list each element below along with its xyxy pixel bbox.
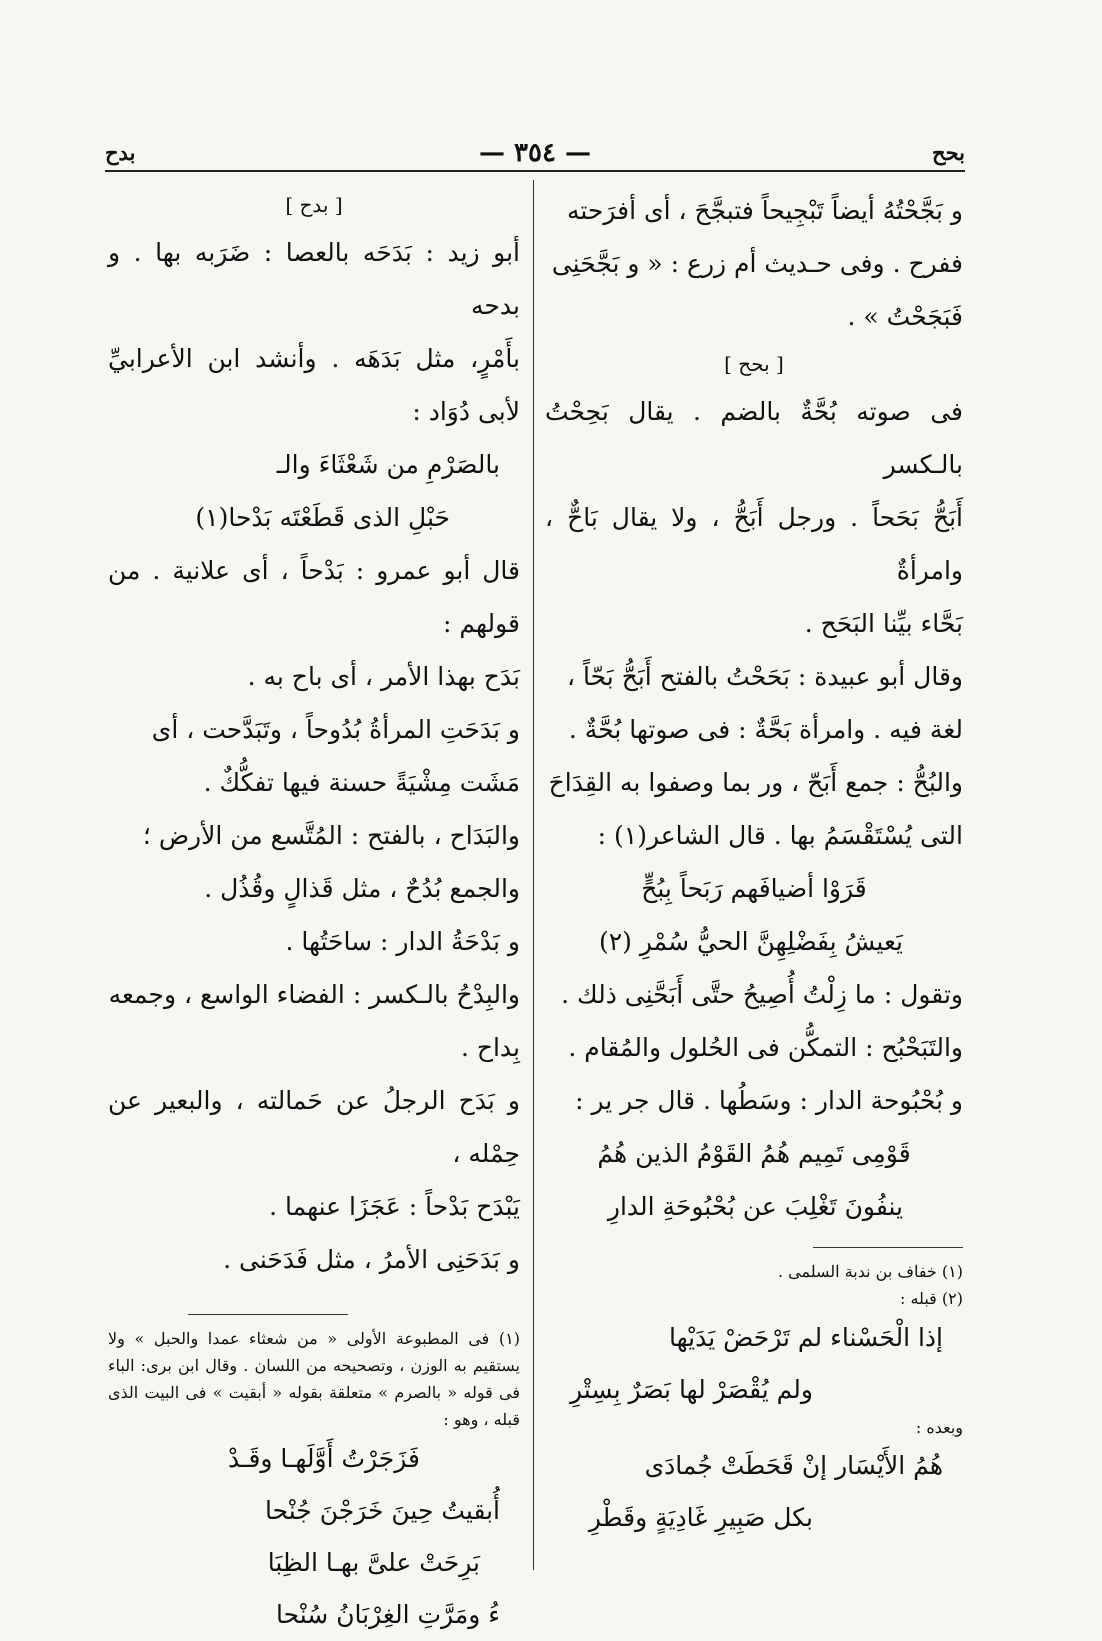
text-line: والبِدْحُ بالـكسر : الفضاء الواسع ، وجمعه: [108, 980, 520, 1009]
footnote-verse-line: بَرِحَتْ علىَّ بهـا الظِبَا: [267, 1548, 480, 1577]
text-line: بِداح .: [460, 1033, 520, 1062]
footnote-verse-line: ءُ ومَرَّتِ الغِرْبَانُ سُنْحا: [276, 1600, 500, 1629]
text-line: التى يُسْتَقْسَمُ بها . قال الشاعر(١) :: [597, 821, 963, 850]
column-divider: [533, 180, 534, 1570]
text-line: ففرح . وفى حـديث أم زرع : « و بَجَّحَنِى: [551, 249, 963, 278]
text-line: فى صوته بُحَّةٌ بالضم . يقال بَحِحْتُ بالـكسر: [545, 397, 963, 479]
verse-line: ينفُونَ تَغْلِبَ عن بُحْبُوحَةِ الدارِ: [607, 1192, 903, 1221]
footnote: (١) خفاف بن ندبة السلمى .: [777, 1262, 963, 1281]
text-line: و بَجَّحْتُهُ أيضاً تَبْجِيحاً فتبجَّحَ ، أى أفرَحته: [566, 196, 963, 225]
text-line: و بَدَح الرجلُ عن حَمالته ، والبعير عن حِمْله ،: [108, 1086, 520, 1168]
footnote-label: وبعده :: [915, 1418, 963, 1437]
text-line: والبَدَاح ، بالفتح : المُتَّسع من الأرض ؛: [142, 821, 520, 850]
footnote-verse-line: أُبقيتُ حِينَ خَرَجْنَ جُنْحا: [265, 1496, 500, 1525]
right-column: [545, 184, 963, 1544]
text-line: والجمع بُدُحٌ ، مثل قَذالٍ وقُذُل .: [204, 874, 520, 903]
footnote-rule: [188, 1314, 348, 1315]
verse-line: قَرَوْا أضيافَهم رَبَحاً بِبُحٍّ: [641, 874, 867, 903]
left-column: [108, 184, 520, 1641]
verse-line: قَوْمِى تَمِيم هُمُ القَوْمُ الذين هُمُ: [597, 1139, 911, 1168]
text-line: أَبَحُّ بَحَحاً . ورجل أَبَحُّ ، ولا يقال بَاحٌّ ، وامرأةٌ: [545, 503, 963, 585]
text-line: بَحَّاء بيِّنا البَحَح .: [804, 609, 963, 638]
text-line: بَدَح بهذا الأمر ، أى باح به .: [247, 662, 520, 691]
footnote: (١) فى المطبوعة الأولى « من شعثاء عمدا والحبل » ولا يستقيم به الوزن ، وتصحيحه من اللسان . وقال ابن برى: الباء فى قوله « بالصرم » متعلقة بقوله « أبقيت » فى البيت الذى قبله ، وهو :: [108, 1329, 520, 1429]
text-line: يَبْدَح بَدْحاً : عَجَزَا عنهما .: [269, 1192, 520, 1221]
page-number: — ٣٥٤ —: [478, 138, 592, 168]
verse-line: يَعيشُ بِفَضْلِهِنَّ الحيُّ سُمْرِ (٢): [598, 927, 903, 956]
header-right-word: بحح: [932, 140, 965, 165]
text-line: وقال أبو عبيدة : بَحَحْتُ بالفتح أَبَحُّ بَحّاً ،: [567, 662, 963, 691]
entry-title-badh: [ بدح ]: [285, 193, 343, 217]
verse-line: بالصَرْمِ من شَعْثَاءَ والـ: [276, 450, 500, 479]
header-left-word: بدح: [105, 140, 136, 165]
text-line: أبو زيد : بَدَحَه بالعصا : ضَرَبه بها . و بدحه: [108, 238, 520, 320]
text-line: والتَبَحْبُح : التمكُّن فى الحُلول والمُقام .: [568, 1033, 963, 1062]
text-line: و بَدَحَتِ المرأةُ بُدُوحاً ، وتَبَدَّحت ، أى: [151, 715, 520, 744]
footnote-verse-line: بكل صَبِيرِ غَادِيَةٍ وقَطْرِ: [588, 1503, 813, 1532]
footnote-verse-line: ولم يُقْصَرْ لها بَصَرٌ بِسِتْرِ: [570, 1375, 813, 1404]
text-line: و بَدَحَنِى الأمرُ ، مثل فَدَحَنى .: [223, 1245, 520, 1274]
footnote-rule: [813, 1247, 963, 1248]
text-line: بأَمْرٍ، مثل بَدَهَه . وأنشد ابن الأعرابيِّ لأبى دُوَاد :: [108, 344, 520, 426]
text-line: والبُحُّ : جمع أَبَحّ ، ور بما وصفوا به القِدَاحَ: [548, 768, 963, 797]
footnote-verse-line: هُمُ الأَيْسَار إنْ قَحَطَتْ جُمادَى: [644, 1451, 943, 1480]
verse-line: حَبْلِ الذى قَطَعْتَه بَدْحا(١): [195, 503, 450, 532]
text-line: مَشَت مِشْيَةً حسنة فيها تفكُّكٌ .: [203, 768, 520, 797]
text-line: و بَدْحَةُ الدار : ساحَتُها .: [285, 927, 520, 956]
text-line: فَبَجَحْتُ » .: [847, 302, 963, 331]
footnote-verse-line: فَزَجَرْتُ أَوَّلَهـا وقَـدْ: [228, 1444, 420, 1473]
footnote: (٢) قبله :: [900, 1289, 963, 1308]
text-line: وتقول : ما زِلْتُ أُصِيحُ حتَّى أَبَحَّنِى ذلك .: [561, 980, 963, 1009]
text-line: و بُحْبُوحة الدار : وسَطُها . قال جر ير :: [575, 1086, 963, 1115]
text-line: قال أبو عمرو : بَدْحاً ، أى علانية . من قولهم :: [108, 556, 520, 638]
footnote-verse-line: إذا الْحَسْناء لم تَرْحَضْ يَدَيْها: [669, 1323, 943, 1352]
header-rule: [105, 170, 965, 172]
entry-title-bahh: [ بحح ]: [724, 352, 784, 376]
text-line: لغة فيه . وامرأة بَحَّةٌ : فى صوتها بُحَّةٌ .: [568, 715, 963, 744]
